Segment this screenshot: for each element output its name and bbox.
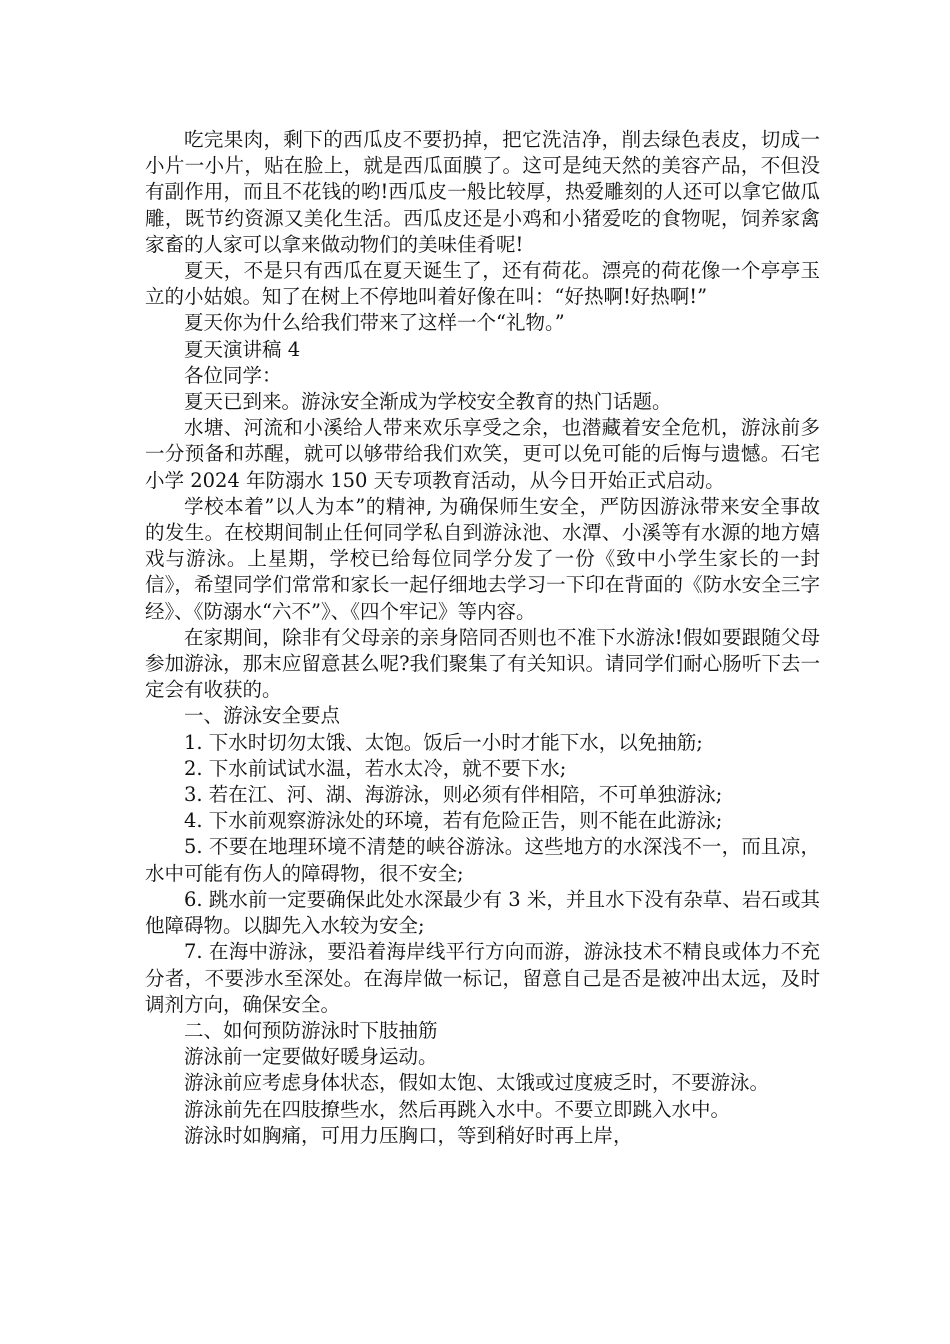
safety-point-4: 4. 下水前观察游泳处的环境，若有危险正告，则不能在此游泳; bbox=[184, 809, 723, 833]
speech-greeting: 各位同学： bbox=[184, 363, 282, 387]
paragraph-summer-lotus: 夏天，不是只有西瓜在夏天诞生了，还有荷花。漂亮的荷花像一个亭亭玉立的小姑娘。知了在树上不停地叫着好像在叫：“好热啊!好热啊!” bbox=[145, 259, 820, 309]
safety-point-3: 3. 若在江、河、湖、海游泳，则必须有伴相陪，不可单独游泳; bbox=[184, 783, 723, 807]
cramp-tip-splash-water: 游泳前先在四肢撩些水，然后再跳入水中。不要立即跳入水中。 bbox=[184, 1097, 731, 1121]
safety-point-1: 1. 下水时切勿太饿、太饱。饭后一小时才能下水，以免抽筋; bbox=[184, 730, 703, 754]
document-body bbox=[145, 127, 820, 1149]
safety-point-7: 7. 在海中游泳，要沿着海岸线平行方向而游，游泳技术不精良或体力不充分者，不要涉水至深处。在海岸做一标记，留意自己是否是被冲出太远，及时调剂方向，确保安全。 bbox=[145, 940, 820, 1016]
paragraph-summer-gift: 夏天你为什么给我们带来了这样一个“礼物。” bbox=[184, 311, 565, 335]
cramp-tip-chest-pain: 游泳时如胸痛，可用力压胸口，等到稍好时再上岸， bbox=[184, 1123, 633, 1147]
safety-point-6: 6. 跳水前一定要确保此处水深最少有 3 米，并且水下没有杂草、岩石或其他障碍物。以脚先入水较为安全; bbox=[145, 887, 820, 938]
paragraph-summer-arrived: 夏天已到来。游泳安全渐成为学校安全教育的热门话题。 bbox=[184, 390, 672, 414]
safety-point-5: 5. 不要在地理环境不清楚的峡谷游泳。这些地方的水深浅不一，而且凉，水中可能有伤人的障碍物，很不安全; bbox=[145, 835, 820, 885]
safety-point-2: 2. 下水前试试水温，若水太冷，就不要下水; bbox=[184, 756, 567, 780]
paragraph-school-policy: 学校本着”以人为本”的精神, 为确保师生安全，严防因游泳带来安全事故的发生。在校期间制止任何同学私自到游泳池、水潭、小溪等有水源的地方嬉戏与游泳。上星期，学校已给每位同学分发了一份《致中小学生家长的一封信》，希望同学们常常和家长一起仔细地去学习一下印在背面的《防水安全三字经》、《防溺水“六不”》、《四个牢记》等内容。 bbox=[145, 494, 820, 623]
section-heading-cramp-prevention: 二、如何预防游泳时下肢抽筋 bbox=[184, 1018, 438, 1042]
paragraph-watermelon-rind: 吃完果肉，剩下的西瓜皮不要扔掉，把它洗洁净，削去绿色表皮，切成一小片一小片，贴在脸上，就是西瓜面膜了。这可是纯天然的美容产品，不但没有副作用，而且不花钱的哟!西瓜皮一般比较厚，热爱雕刻的人还可以拿它做瓜雕，既节约资源又美化生活。西瓜皮还是小鸡和小猪爱吃的食物呢，饲养家禽家畜的人家可以拿来做动物们的美味佳肴呢! bbox=[145, 128, 820, 256]
paragraph-water-danger: 水塘、河流和小溪给人带来欢乐享受之余，也潜藏着安全危机，游泳前多一分预备和苏醒，就可以够带给我们欢笑，更可以免可能的后悔与遗憾。石宅小学 2024 年防溺水 150 天专项教育活动，从今日开始正式启动。 bbox=[145, 416, 820, 492]
paragraph-home-rules: 在家期间，除非有父母亲的亲身陪同否则也不准下水游泳!假如要跟随父母参加游泳，那末应留意甚么呢?我们聚集了有关知识。请同学们耐心肠听下去一定会有收获的。 bbox=[145, 625, 820, 702]
cramp-tip-body-condition: 游泳前应考虑身体状态，假如太饱、太饿或过度疲乏时，不要游泳。 bbox=[184, 1071, 770, 1095]
cramp-tip-warmup: 游泳前一定要做好暖身运动。 bbox=[184, 1045, 438, 1069]
speech-title: 夏天演讲稿 4 bbox=[184, 337, 301, 361]
section-heading-safety-points: 一、游泳安全要点 bbox=[184, 704, 341, 728]
